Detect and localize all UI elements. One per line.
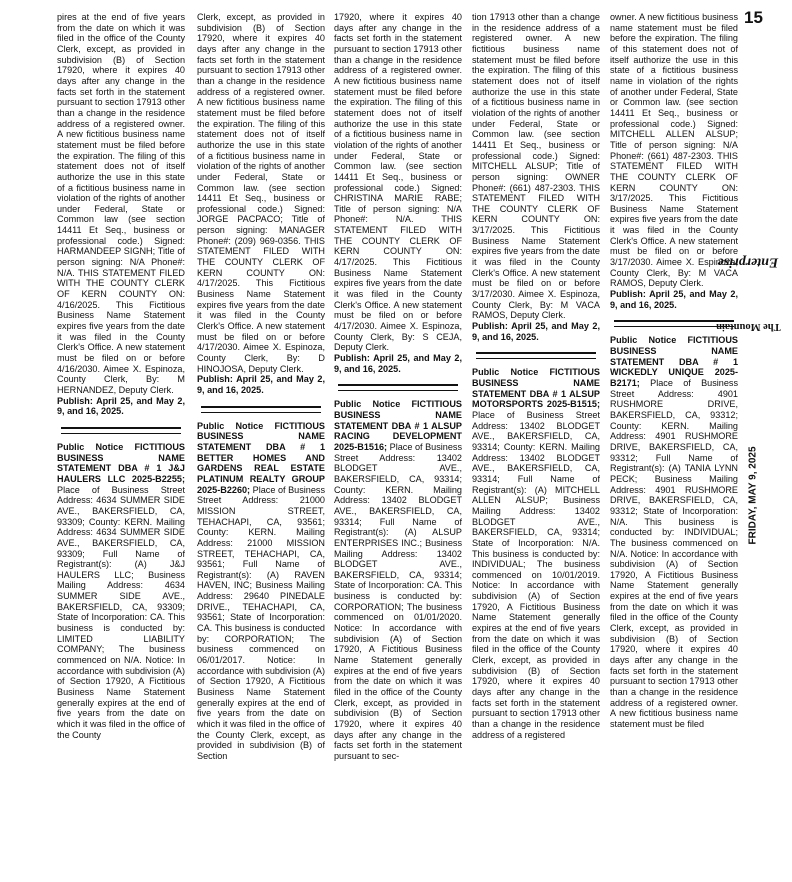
publish-dates: Publish: April 25, and May 2, 9, and 16, 2025. <box>610 289 738 310</box>
notice-continuation: tion 17913 other than a change in the residence address of a registered owner. A new fictitious business name statement must be filed before the expiration. The filing of this statement does not of itself authorize the use in this state of a fictitious business name in violation of the rights of another under Federal, State or Common law. (see section 14411 Et Seq., business or professional code.) Signed: MITCHELL ALSUP; Title of person signing: OWNER Phone#: (661) 487-2303. THIS STATEMENT FILED WITH THE COUNTY CLERK OF KERN COUNTY ON: 3/17/2025. This Fictitious Business Name Statement expires five years from the date it was filed in the County Clerk's Office. A new statement must be filed on or before 3/17/2030. Aimee X. Espinoza, County Clerk, By: M VACA RAMOS, Deputy Clerk. <box>472 12 600 321</box>
column-divider-rule <box>201 406 321 413</box>
column-divider-rule <box>61 427 181 434</box>
column-divider-rule <box>338 384 458 391</box>
notice-1 <box>57 442 185 740</box>
notice-body: Place of Business Street Address: 4901 RUSHMORE DRIVE, BAKERSFIELD, CA, 93312; County: KERN. Mailing Address: 4901 RUSHMORE DRIVE, BAKERSFIELD, CA, 93312; Full Name of Registrant(s): (A) TANIA LYNN PECK; Business Mailing Address: 4901 RUSHMORE DRIVE, BAKERSFIELD, CA, 93312; State of Incorporation: N/A. This business is conducted by: INDIVIDUAL; The business commenced on N/A. Notice: In accordance with subdivision (A) of Section 17920, A Fictitious Business Name Statement generally expires at the end of five years from the date on which it was filed in the office of the County Clerk, except, as provided in subdivision (B) of Section 17920, where it expires 40 days after any change in the facts set forth in the statement pursuant to section 17913 other than a change in the residence address of a registered owner. A new fictitious business name statement must be filed <box>610 378 738 729</box>
issue-date-text: FRIDAY, MAY 9, 2025 <box>747 445 759 545</box>
column-2 <box>197 12 325 870</box>
notice-4 <box>472 367 600 740</box>
column-5 <box>610 12 738 870</box>
notice-heading: Public Notice FICTITIOUS BUSINESS NAME STATEMENT DBA # 1 WICKEDLY UNIQUE 2025-B2171; <box>610 335 738 388</box>
column-3 <box>334 12 462 870</box>
publish-dates: Publish: April 25, and May 2, 9, and 16, 2025. <box>472 321 600 342</box>
notice-body: Place of Business Street Address: 4634 SUMMER SIDE AVE., BAKERSFIELD, CA, 93309; County: KERN. Mailing Address: 4634 SUMMER SIDE AVE., BAKERSFIELD, CA, 93309; Full Name of Registrant(s): (A) J&J HAULERS LLC; Business Mailing Address: 4634 SUMMER SIDE AVE., BAKERSFIELD, CA, 93309; State of Incorporation: CA. This business is conducted by: LIMITED LIABILITY COMPANY; The business commenced on N/A. Notice: In accordance with subdivision (A) of Section 17920, A Fictitious Business Name Statement generally expires at the end of five years from the date on which it was filed in the office of the County <box>57 484 185 740</box>
notice-heading: Public Notice FICTITIOUS BUSINESS NAME STATEMENT DBA # 1 BETTER HOMES AND GARDENS REAL ESTATE PLATINUM REALTY GROUP 2025-B2260; <box>197 420 325 495</box>
notice-continuation: owner. A new fictitious business name statement must be filed before the expiration. The filing of this statement does not of itself authorize the use in this state of a fictitious business name in violation of the rights of another under Federal, State or Common law. (see section 14411 Et Seq., business or professional code.) Signed: MITCHELL ALLEN ALSUP; Title of person signing: N/A Phone#: (661) 487-2303. THIS STATEMENT FILED WITH THE COUNTY CLERK OF KERN COUNTY ON: 3/17/2025. This Fictitious Business Name Statement expires five years from the date it was filed in the County Clerk's Office. A new statement must be filed on or before 3/17/2030. Aimee X. Espinoza, County Clerk, By: M VACA RAMOS, Deputy Clerk. <box>610 12 738 289</box>
notice-body: Place of Business Street Address: 13402 BLODGET AVE., BAKERSFIELD, CA, 93314; County: KERN. Mailing Address: 13402 BLODGET AVE., BAKERSFIELD, CA, 93314; Full Name of Registrant(s): (A) MITCHELL ALLEN ALSUP; Business Mailing Address: 13402 BLODGET AVE., BAKERSFIELD, CA, 93314; State of Incorporation: N/A. This business is conducted by: INDIVIDUAL; The business commenced on 10/01/2019. Notice: In accordance with subdivision (A) of Section 17920, A Fictitious Business Name Statement generally expires at the end of five years from the date on which it was filed in the office of the County Clerk, except, as provided in subdivision (B) of Section 17920, where it expires 40 days after any change in the facts set forth in the statement pursuant to section 17913 other than a change in the residence address of a registered <box>472 409 600 740</box>
page-number: 15 <box>744 8 763 27</box>
publish-dates: Publish: April 25, and May 2, 9, and 16, 2025. <box>197 374 325 395</box>
column-1 <box>57 12 185 870</box>
notice-5 <box>610 335 738 729</box>
notice-body: Place of Business Street Address: 21000 MISSION STREET, TEHACHAPI, CA, 93561; County: KERN. Mailing Address: 21000 MISSION STREET, TEHACHAPI, CA, 93561; Full Name of Registrant(s): (A) RAVEN HAVEN, INC; Business Mailing Address: 29640 PINEDALE DRIVE., TEHACHAPI, CA, 93561; State of Incorporation: CA. This business is conducted by: CORPORATION; The business commenced on 06/01/2017. Notice: In accordance with subdivision (A) of Section 17920, A Fictitious Business Name Statement generally expires at the end of five years from the date on which it was filed in the office of the County Clerk, except, as provided in subdivision (B) of Section <box>197 484 325 761</box>
column-divider-rule <box>476 352 596 359</box>
publication-prefix: The Mountain <box>716 321 781 333</box>
notice-continuation: pires at the end of five years from the date on which it was filed in the office of the County Clerk, except, as provided in subdivision (B) of Section 17920, where it expires 40 days after any change in the facts set forth in the statement pursuant to section 17913 other than a change in the residence address of a registered owner. A new fictitious business name statement must be filed before the expiration. The filing of this statement does not of itself authorize the use in this state of a fictitious business name in violation of the rights of another under Federal, State or Common law (see section 14411 Et Seq., business or professional code.) Signed: HARMANDEEP SIGNH; Title of person signing: N/A Phone#: N/A. THIS STATEMENT FILED WITH THE COUNTY CLERK OF KERN COUNTY ON: 4/16/2025. This Fictitious Business Name Statement expires five years from the date it was filed in the County Clerk's Office. A new statement must be filed on or before 4/16/2030. Aimee X. Espinoza, County Clerk, By: M HERNANDEZ, Deputy Clerk. <box>57 12 185 395</box>
notice-heading: Public Notice FICTITIOUS BUSINESS NAME STATEMENT DBA # 1 ALSUP MOTORSPORTS 2025-B1515; <box>472 367 600 410</box>
notice-heading: Public Notice FICTITIOUS BUSINESS NAME STATEMENT DBA # 1 J&J HAULERS LLC 2025-B2255; <box>57 441 185 484</box>
notice-2 <box>197 421 325 762</box>
publish-dates: Publish: April 25, and May 2, 9, and 16, 2025. <box>57 395 185 417</box>
publication-name: Enterprise <box>717 254 779 270</box>
publish-dates: Publish: April 25, and May 2, 9, and 16, 2025. <box>334 353 462 374</box>
notice-continuation: Clerk, except, as provided in subdivision (B) of Section 17920, where it expires 40 days after any change in the facts set forth in the statement pursuant to section 17913 other than a change in the residence address of a registered owner. A new fictitious business name statement must be filed before the expiration. The filing of this statement does not of itself authorize the use in this state of a fictitious business name in violation of the rights of another under Federal, State or Common law. (see section 14411 Et Seq., business or professional code.) Signed: JORGE PACPACO; Title of person signing: MANAGER Phone#: (209) 969-0356. THIS STATEMENT FILED WITH THE COUNTY CLERK OF KERN COUNTY ON: 4/17/2025. This Fictitious Business Name Statement expires five years from the date it was filed in the County Clerk's Office. A new statement must be filed on or before 4/17/2030. Aimee X. Espinoza, County Clerk, By: D HINOJOSA, Deputy Clerk. <box>197 12 325 374</box>
column-4 <box>472 12 600 870</box>
publication-masthead <box>716 185 781 405</box>
notice-continuation: 17920, where it expires 40 days after any change in the facts set forth in the statement pursuant to section 17913 other than a change in the residence address of a registered owner. A new fictitious business name statement must be filed before the expiration. The filing of this statement does not of itself authorize the use in this state of a fictitious business name in violation of the rights of another under Federal, State or Common law. (see section 14411 Et Seq., business or professional code.) Signed: CHRISTINA MARIE RABE; Title of person signing: N/A Phone#: N/A. THIS STATEMENT FILED WITH THE COUNTY CLERK OF KERN COUNTY ON: 4/17/2025. This Fictitious Business Name Statement expires five years from the date it was filed in the County Clerk's Office. A new statement must be filed on or before 4/17/2030. Aimee X. Espinoza, County Clerk, By: S CEJA, Deputy Clerk. <box>334 12 462 353</box>
notice-body: Place of Business Street Address: 13402 BLODGET AVE., BAKERSFIELD, CA, 93314; County: KERN. Mailing Address: 13402 BLODGET AVE., BAKERSFIELD, CA, 93314; Full Name of Registrant(s): (A) ALSUP ENTERPRISES INC.; Business Mailing Address: 13402 BLODGET AVE., BAKERSFIELD, CA, 93314; State of Incorporation: CA. This business is conducted by: CORPORATION; The business commenced on 01/01/2020. Notice: In accordance with subdivision (A) of Section 17920, A Fictitious Business Name Statement generally expires at the end of five years from the date on which it was filed in the office of the County Clerk, except, as provided in subdivision (B) of Section 17920, where it expires 40 days after any change in the facts set forth in the statement pursuant to sec- <box>334 441 462 761</box>
notice-3 <box>334 399 462 761</box>
notice-heading: Public Notice FICTITIOUS BUSINESS NAME STATEMENT DBA # 1 ALSUP RACING DEVELOPMENT 2025-B1516; <box>334 399 462 452</box>
issue-date <box>746 410 760 580</box>
